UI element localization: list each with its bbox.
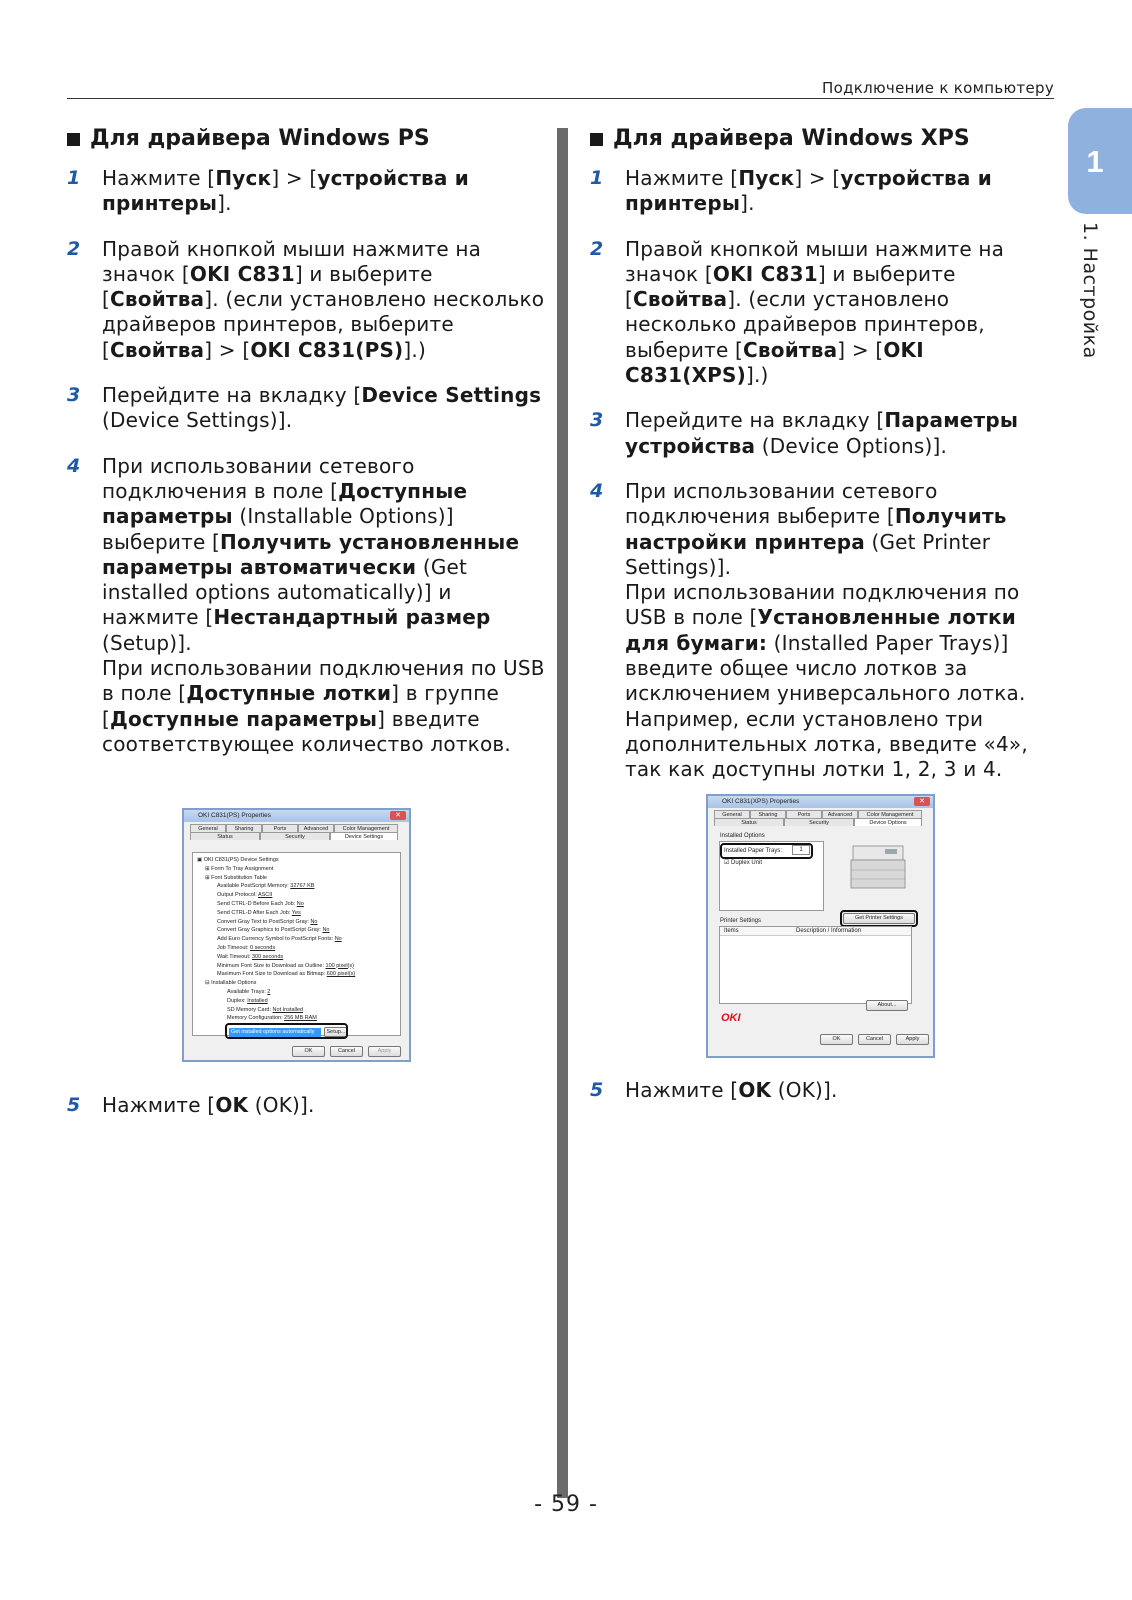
oki-logo: OKI <box>721 1012 741 1024</box>
cancel-button[interactable]: Cancel <box>858 1034 891 1045</box>
chapter-label: 1. Настройка <box>1079 222 1101 359</box>
step-number: 1 <box>590 167 604 189</box>
window-title <box>708 796 933 808</box>
step-5-right <box>590 1078 1060 1103</box>
cancel-button[interactable]: Cancel <box>330 1046 363 1057</box>
step-text: При использовании подключения по USB в поле [ <box>102 656 545 706</box>
step-text: ].) <box>746 363 769 388</box>
setup-button[interactable]: Setup... <box>324 1027 348 1037</box>
tree-item: Wait Timeout: 300 seconds <box>217 953 284 960</box>
ok-button[interactable]: OK <box>820 1034 853 1045</box>
step-text: (Device Options)]. <box>755 433 948 458</box>
duplex-checkbox[interactable]: ☑ Duplex Unit <box>724 860 763 866</box>
tree-item: ⊞ Form To Tray Assignment <box>205 865 274 872</box>
step-text: ] и выберите [ <box>102 261 433 312</box>
window-title-text: OKI C831(XPS) Properties <box>722 798 800 805</box>
step-text: ]. <box>740 191 755 216</box>
tab-ports: Ports <box>786 810 822 818</box>
step-text: ]. (если установлено несколько драйверов принтеров, выберите [ <box>625 287 985 362</box>
tree-item: Send CTRL-D After Each Job: Yes <box>217 909 301 916</box>
highlight-frame <box>225 1023 348 1039</box>
step-2 <box>590 237 1060 389</box>
step-text: ] > [ <box>794 166 841 190</box>
chapter-tab <box>1068 108 1132 214</box>
chapter-number: 1 <box>1086 144 1104 179</box>
get-printer-settings-button[interactable]: Get Printer Settings <box>843 913 915 924</box>
close-icon: ✕ <box>914 797 930 806</box>
step-bold: Получить установленные параметры автоматически <box>102 529 520 579</box>
ok-button[interactable]: OK <box>292 1046 325 1057</box>
tab-ports: Ports <box>262 824 298 832</box>
tab-general: General <box>714 810 750 818</box>
tree-item: Add Euro Currency Symbol to PostScript Fonts: No <box>217 936 342 943</box>
step-bold: Свойтва <box>110 337 205 362</box>
step-text: Нажмите [ <box>102 1093 216 1117</box>
right-column <box>590 124 1060 783</box>
step-text: При использовании сетевого подключения выберите [ <box>625 478 938 529</box>
page-number: - 59 - <box>534 1492 598 1517</box>
step-bold: OKI C831(XPS) <box>625 337 924 388</box>
tab-sharing: Sharing <box>226 824 262 832</box>
step-text: ] > [ <box>837 337 884 362</box>
step-text: ] в группе [ <box>102 681 499 731</box>
tree-item: Memory Configuration: 256 MB RAM <box>227 1015 317 1022</box>
tab-color-management: Color Management <box>334 824 398 832</box>
tree-item: ▣ OKI C831(PS) Device Settings <box>197 857 279 863</box>
step-text: ] > [ <box>204 337 251 362</box>
tree-item: SD Memory Card: Not Installed <box>227 1006 304 1013</box>
tree-item: Duplex: Installed <box>227 997 268 1004</box>
section-title-xps <box>590 124 1060 154</box>
step-bold: OK <box>738 1078 772 1102</box>
tab-security: Security <box>784 818 854 826</box>
device-settings-tree <box>192 852 401 1036</box>
paper-trays-input[interactable]: 1 <box>792 845 810 855</box>
highlight-frame <box>720 843 813 859</box>
highlight-frame <box>840 910 918 927</box>
step-number: 1 <box>67 167 81 189</box>
tab-sharing: Sharing <box>750 810 786 818</box>
step-bold: Доступные лотки <box>186 681 392 706</box>
tab-device-options: Device Options <box>854 818 922 826</box>
tab-device-settings: Device Settings <box>330 832 398 840</box>
step-bold: Device Settings <box>361 383 542 408</box>
step-bold: Параметры устройства <box>625 408 1019 458</box>
tree-item: Send CTRL-D Before Each Job: No <box>217 900 304 907</box>
step-number: 2 <box>67 237 81 260</box>
tree-item: ⊟ Installable Options <box>205 980 257 987</box>
step-4 <box>67 454 547 758</box>
step-bold: OKI C831(PS) <box>250 337 404 362</box>
step-5-left <box>67 1093 547 1118</box>
step-text: Правой кнопкой мыши нажмите на значок [ <box>102 236 482 286</box>
step-3 <box>590 408 1060 459</box>
section-title-ps <box>67 124 547 154</box>
tree-item: Convert Gray Graphics to PostScript Gray: No <box>217 927 330 934</box>
step-text: ] и выберите [ <box>625 261 956 312</box>
step-text: ]. <box>217 191 232 216</box>
printer-settings-label: Printer Settings <box>720 918 762 924</box>
column-divider <box>557 128 568 1498</box>
step-text: ] > [ <box>271 166 318 190</box>
step-bold: OKI C831 <box>712 261 818 286</box>
col-items: Items <box>724 928 739 934</box>
step-bold: Доступные параметры <box>110 706 378 731</box>
step-text: Нажмите [ <box>102 166 216 190</box>
section-title-text: Для драйвера Windows PS <box>90 126 430 151</box>
tree-item: Maximum Font Size to Download as Bitmap: 600 pixel(s) <box>217 971 356 978</box>
left-column <box>67 124 547 757</box>
tree-item: Convert Gray Text to PostScript Gray: No <box>217 918 318 925</box>
apply-button[interactable]: Apply <box>368 1046 401 1057</box>
step-number: 3 <box>590 409 604 432</box>
step-bold: Пуск <box>738 166 795 190</box>
header-rule <box>67 98 1054 99</box>
tab-advanced: Advanced <box>822 810 858 818</box>
list-header <box>720 927 911 936</box>
col-description: Description / Information <box>796 928 862 934</box>
step-bold: Свойтва <box>633 287 728 312</box>
square-bullet-icon <box>67 133 80 146</box>
step-text: Правой кнопкой мыши нажмите на значок [ <box>625 236 1005 286</box>
tree-item: Available PostScript Memory: 32767 KB <box>217 883 315 890</box>
step-bold: устройства и принтеры <box>102 166 469 216</box>
step-2 <box>67 237 547 363</box>
step-bold: устройства и принтеры <box>625 166 992 216</box>
step-3 <box>67 383 547 434</box>
step-bold: OK <box>215 1093 249 1117</box>
step-number: 5 <box>67 1094 81 1116</box>
step-number: 5 <box>590 1079 604 1101</box>
step-number: 3 <box>67 384 81 407</box>
tree-item: Output Protocol: ASCII <box>217 892 273 899</box>
step-text: Нажмите [ <box>625 1078 739 1102</box>
step-text: При использовании подключения по USB в поле [ <box>625 580 1020 630</box>
tab-color-management: Color Management <box>858 810 922 818</box>
step-bold: OKI C831 <box>189 261 295 286</box>
step-bold: Пуск <box>215 166 272 190</box>
step-number: 4 <box>67 454 81 477</box>
section-title-text: Для драйвера Windows XPS <box>613 126 970 151</box>
printer-image <box>849 840 907 890</box>
step-text: (Installable Options)] выберите [ <box>102 504 454 554</box>
ps-properties-screenshot <box>182 808 411 1062</box>
step-text: (Device Settings)]. <box>102 408 293 433</box>
step-text: (Get Printer Settings)]. <box>625 529 991 579</box>
tab-security: Security <box>260 832 330 840</box>
step-bold: Получить настройки принтера <box>625 504 1007 554</box>
close-icon: ✕ <box>390 811 406 820</box>
about-button[interactable]: About... <box>866 1000 908 1011</box>
step-text: ]. (если установлено несколько драйверов принтеров, выберите [ <box>102 287 545 362</box>
step-text: Перейдите на вкладку [ <box>102 383 362 408</box>
step-text: (OK)]. <box>248 1093 315 1117</box>
step-4 <box>590 479 1060 783</box>
tree-item: ⊞ Font Substitution Table <box>205 874 267 881</box>
running-header: Подключение к компьютеру <box>822 79 1054 97</box>
tab-status: Status <box>190 832 260 840</box>
step-text: (Installed Paper Trays)] введите общее число лотков за исключением универсального лотка. Например, если установлено три дополнительных лотка, введите «4», так как доступны лотки 1, 2, 3 и 4. <box>625 630 1028 782</box>
tabs-row-1 <box>184 822 409 832</box>
step-text: (Setup)]. <box>102 630 192 655</box>
step-text: (OK)]. <box>771 1078 838 1102</box>
square-bullet-icon <box>590 133 603 146</box>
tab-advanced: Advanced <box>298 824 334 832</box>
step-text: Перейдите на вкладку [ <box>625 408 885 433</box>
step-number: 4 <box>590 479 604 502</box>
step-bold: Свойтва <box>743 337 838 362</box>
step-text: ] введите соответствующее количество лотков. <box>102 706 511 756</box>
tab-status: Status <box>714 818 784 826</box>
step-text: Нажмите [ <box>625 166 739 190</box>
step-number: 2 <box>590 237 604 260</box>
printer-settings-list <box>719 926 912 1004</box>
step-bold: Свойтва <box>110 287 205 312</box>
step-text: При использовании сетевого подключения в поле [ <box>102 453 415 503</box>
installed-options-label: Installed Options <box>720 833 765 839</box>
tabs-row-2 <box>184 832 409 840</box>
step-1 <box>590 166 1060 217</box>
window-title <box>184 810 409 822</box>
step-1 <box>67 166 547 217</box>
get-options-select[interactable]: Get installed options automatically <box>229 1028 321 1037</box>
tree-item: Available Trays: 2 <box>227 988 271 995</box>
step-bold: Доступные параметры <box>102 478 468 529</box>
step-text: (Get installed options automatically)] и нажмите [ <box>102 554 468 630</box>
tabs-row-2 <box>708 818 933 826</box>
apply-button[interactable]: Apply <box>896 1034 929 1045</box>
step-bold: Установленные лотки для бумаги: <box>625 605 1016 655</box>
tree-item: Minimum Font Size to Download as Outline: 100 pixel(s) <box>217 962 354 969</box>
tree-item: Job Timeout: 0 seconds <box>217 944 276 951</box>
step-bold: Нестандартный размер <box>213 605 491 630</box>
step-text: ].) <box>403 337 426 362</box>
paper-trays-label: Installed Paper Trays: <box>724 848 783 854</box>
window-title-text: OKI C831(PS) Properties <box>198 812 271 819</box>
xps-properties-screenshot <box>706 794 935 1058</box>
tab-general: General <box>190 824 226 832</box>
tabs-row-1 <box>708 808 933 818</box>
